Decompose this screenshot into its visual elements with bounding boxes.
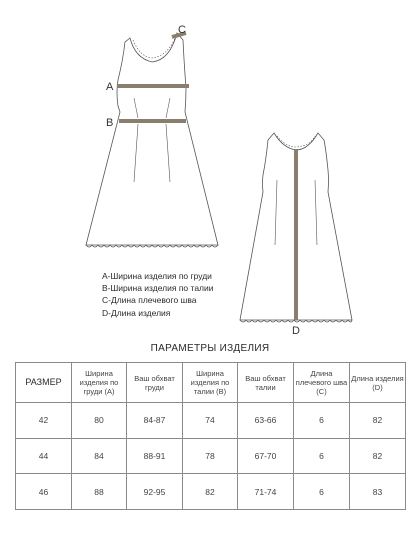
cell-waist-width: 82 (183, 474, 238, 510)
label-c: C (178, 24, 186, 36)
measurement-legend (102, 270, 214, 319)
cell-your-waist: 67-70 (238, 438, 294, 474)
cell-bust-width: 88 (72, 474, 127, 510)
size-table (15, 362, 406, 510)
header-your-waist: Ваш обхват талии (238, 363, 294, 403)
cell-your-bust: 84-87 (127, 403, 183, 439)
header-bust-width: Ширина изделия по груди (A) (72, 363, 127, 403)
legend-item: B-Ширина изделия по талии (102, 283, 214, 294)
table-row (16, 403, 406, 439)
cell-your-bust: 92-95 (127, 474, 183, 510)
table-title: ПАРАМЕТРЫ ИЗДЕЛИЯ (150, 343, 270, 354)
cell-your-waist: 63-66 (238, 403, 294, 439)
legend-item: D-Длина изделия (102, 307, 171, 318)
cell-size: 42 (16, 403, 72, 439)
cell-size: 44 (16, 438, 72, 474)
label-a: A (106, 81, 114, 93)
table-row (16, 438, 406, 474)
cell-size: 46 (16, 474, 72, 510)
cell-your-bust: 88-91 (127, 438, 183, 474)
cell-shoulder-length: 6 (294, 403, 350, 439)
header-size: РАЗМЕР (16, 363, 72, 403)
table-row (16, 474, 406, 510)
legend-item: C-Длина плечевого шва (102, 295, 197, 306)
dress-front-view (86, 33, 218, 247)
header-your-bust: Ваш обхват груди (127, 363, 183, 403)
cell-garment-length: 82 (350, 403, 406, 439)
label-d: D (292, 325, 300, 337)
cell-waist-width: 74 (183, 403, 238, 439)
legend-item: A-Ширина изделия по груди (102, 271, 212, 281)
header-waist-width: Ширина изделия по талии (B) (183, 363, 238, 403)
label-b: B (106, 117, 114, 129)
cell-garment-length: 83 (350, 474, 406, 510)
header-garment-length: Длина изделия (D) (350, 363, 406, 403)
cell-garment-length: 82 (350, 438, 406, 474)
cell-bust-width: 80 (72, 403, 127, 439)
cell-waist-width: 78 (183, 438, 238, 474)
table-header-row (16, 363, 406, 403)
cell-bust-width: 84 (72, 438, 127, 474)
cell-shoulder-length: 6 (294, 474, 350, 510)
cell-your-waist: 71-74 (238, 474, 294, 510)
header-shoulder-length: Длина плечевого шва (C) (294, 363, 350, 403)
cell-shoulder-length: 6 (294, 438, 350, 474)
